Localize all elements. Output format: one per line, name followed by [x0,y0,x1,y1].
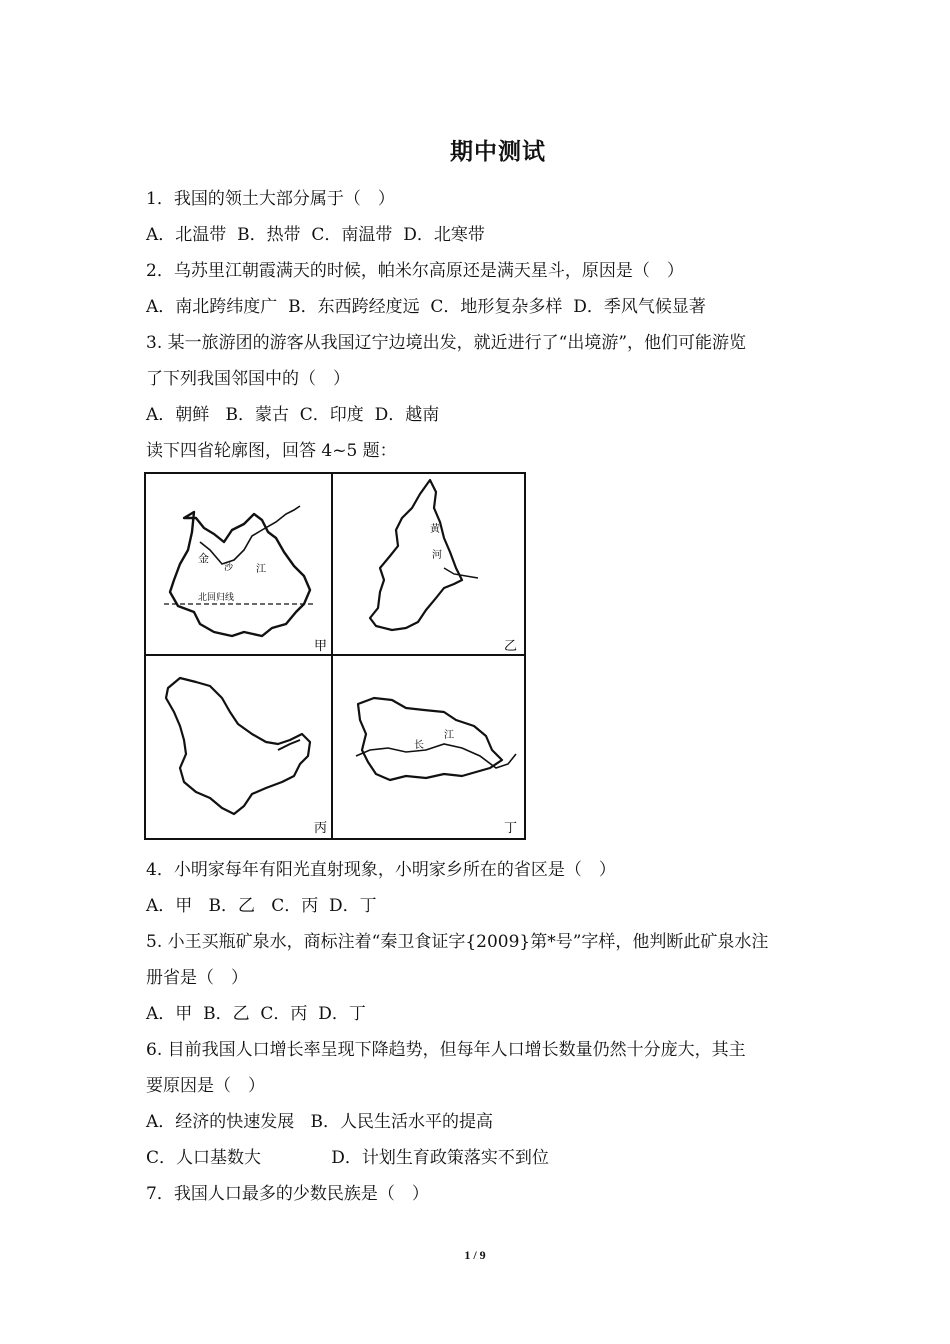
question-7: 7．我国人口最多的少数民族是（ ） [146,1184,429,1204]
yi-river-label-2: 河 [432,550,442,561]
map-ding-label: 丁 [504,821,518,836]
yi-river-label-1: 黄 [430,524,440,535]
question-6-options-cd: C．人口基数大 D．计划生育政策落实不到位 [146,1148,549,1168]
map-yi [370,480,517,654]
question-1: 1．我国的领土大部分属于（ ） [146,189,395,209]
map-yi-label: 乙 [504,639,518,654]
province-outline-maps [144,472,526,840]
question-2: 2．乌苏里江朝霞满天的时候，帕米尔高原还是满天星斗，原因是（ ） [146,261,684,281]
question-3: 3. 某一旅游团的游客从我国辽宁边境出发，就近进行了“出境游”，他们可能游览 [146,333,747,353]
map-jia [164,506,327,654]
question-1-options: A．北温带 B．热带 C．南温带 D．北寒带 [146,225,485,245]
question-4: 4．小明家每年有阳光直射现象，小明家乡所在的省区是（ ） [146,860,616,880]
question-5: 5. 小王买瓶矿泉水，商标注着“秦卫食证字{2009}第*号”字样，他判断此矿泉水注 [146,932,769,952]
jia-river-label-1: 金 [198,552,209,565]
map-ding [356,698,517,836]
tropic-label: 北回归线 [198,593,235,603]
jia-river-label-2: 沙 [224,563,234,573]
question-5-options: A．甲 B．乙 C．丙 D．丁 [146,1004,366,1024]
jia-river-label-3: 江 [256,564,266,575]
question-6-cont: 要原因是（ ） [146,1076,265,1096]
map-instruction: 读下四省轮廓图，回答 4~5 题： [146,441,397,461]
map-bing [166,678,327,836]
ding-river-label-1: 长 [414,740,424,751]
question-5-cont: 册省是（ ） [146,968,248,988]
question-2-options: A．南北跨纬度广 B．东西跨经度远 C．地形复杂多样 D．季风气候显著 [146,297,706,317]
question-6-options-ab: A．经济的快速发展 B．人民生活水平的提高 [146,1112,493,1132]
question-3-options: A．朝鲜 B．蒙古 C．印度 D．越南 [146,405,440,425]
map-bing-label: 丙 [314,821,328,836]
page-title: 期中测试 [450,138,546,165]
map-jia-label: 甲 [314,639,328,654]
question-6: 6. 目前我国人口增长率呈现下降趋势，但每年人口增长数量仍然十分庞大，其主 [146,1040,746,1060]
question-4-options: A．甲 B．乙 C．丙 D．丁 [146,896,377,916]
question-3-cont: 了下列我国邻国中的（ ） [146,369,350,389]
page-number: 1 / 9 [464,1248,486,1262]
ding-river-label-2: 江 [444,730,454,741]
